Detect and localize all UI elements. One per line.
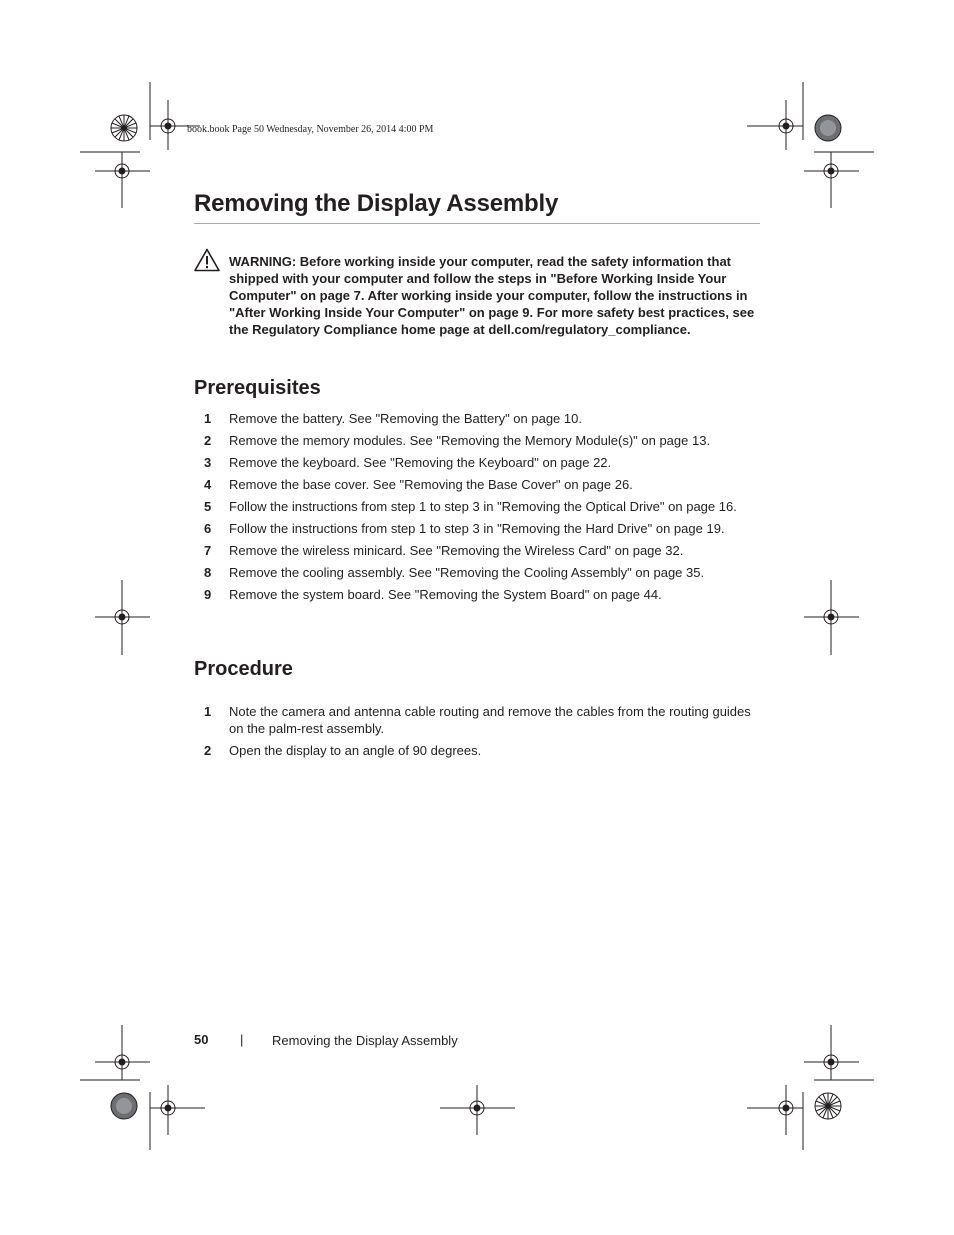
star-target-top-left [111, 115, 137, 141]
step-number: 4 [204, 477, 212, 492]
list-item [194, 520, 764, 537]
step-number: 3 [204, 455, 212, 470]
list-item [194, 432, 764, 449]
list-item [194, 542, 764, 559]
warning-text: WARNING: Before working inside your computer, read the safety information that shipped with your computer and follow the steps in "Before Working Inside Your Computer" on page 7. After working inside your computer, follow the instructions in "After Working Inside Your Computer" on page 9. For more safety best practices, see the Regulatory Compliance home page at dell.com/regulatory_compliance. [229, 254, 755, 337]
prerequisites-list [194, 410, 764, 608]
page-number: 50 [194, 1032, 209, 1047]
step-text: Remove the battery. See "Removing the Battery" on page 10. [229, 411, 582, 426]
step-text: Remove the keyboard. See "Removing the Keyboard" on page 22. [229, 455, 612, 470]
step-text: Remove the wireless minicard. See "Removing the Wireless Card" on page 32. [229, 543, 684, 558]
list-item [194, 454, 764, 471]
density-target-top-right [815, 115, 841, 141]
step-text: Follow the instructions from step 1 to step 3 in "Removing the Hard Drive" on page 19. [229, 521, 725, 536]
footer-separator: | [240, 1032, 244, 1047]
step-text: Remove the base cover. See "Removing the Base Cover" on page 26. [229, 477, 633, 492]
step-number: 6 [204, 521, 212, 536]
step-text: Remove the system board. See "Removing the System Board" on page 44. [229, 587, 662, 602]
step-number: 2 [204, 743, 212, 758]
step-number: 1 [204, 704, 212, 719]
step-text: Open the display to an angle of 90 degrees. [229, 743, 482, 758]
print-file-info: book.book Page 50 Wednesday, November 26, 2014 4:00 PM [187, 124, 434, 135]
procedure-heading: Procedure [194, 658, 293, 680]
list-item [194, 476, 764, 493]
step-number: 9 [204, 587, 212, 602]
crop-mark-lines [80, 82, 874, 1150]
footer-section-title: Removing the Display Assembly [272, 1033, 458, 1048]
star-target-bottom-right [815, 1093, 841, 1119]
density-target-bottom-left [111, 1093, 137, 1119]
step-text: Remove the memory modules. See "Removing the Memory Module(s)" on page 13. [229, 433, 711, 448]
step-text: Follow the instructions from step 1 to step 3 in "Removing the Optical Drive" on page 16. [229, 499, 737, 514]
step-number: 2 [204, 433, 212, 448]
step-number: 8 [204, 565, 212, 580]
step-number: 1 [204, 411, 212, 426]
list-item [194, 498, 764, 515]
warning-triangle-icon [194, 248, 220, 272]
title-divider [194, 223, 760, 224]
step-text: Note the camera and antenna cable routing and remove the cables from the routing guides on the palm-rest assembly. [229, 704, 751, 736]
list-item [194, 742, 764, 759]
page-title: Removing the Display Assembly [194, 190, 559, 217]
list-item [194, 410, 764, 427]
list-item [194, 703, 764, 737]
procedure-list [194, 703, 764, 764]
list-item [194, 564, 764, 581]
step-text: Remove the cooling assembly. See "Removing the Cooling Assembly" on page 35. [229, 565, 705, 580]
list-item [194, 586, 764, 603]
step-number: 5 [204, 499, 212, 514]
prerequisites-heading: Prerequisites [194, 377, 321, 399]
step-number: 7 [204, 543, 212, 558]
